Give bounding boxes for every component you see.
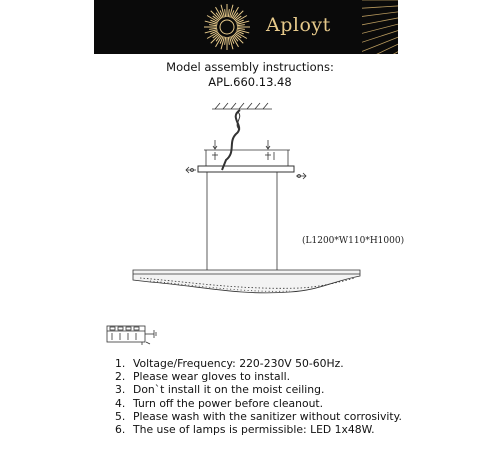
list-item <box>115 397 402 410</box>
lamp-body <box>133 270 360 293</box>
list-text: Please wear gloves to install. <box>133 370 290 384</box>
list-item <box>115 423 402 436</box>
canopy <box>198 150 294 172</box>
instructions-title: Model assembly instructions: <box>166 60 334 74</box>
list-text: Don`t install it on the moist ceiling. <box>133 383 325 397</box>
list-number: 3. <box>115 383 126 397</box>
ceiling-hatch-icon <box>212 103 272 109</box>
list-text: The use of lamps is permissible: LED 1x48W. <box>133 423 375 437</box>
power-cord <box>222 110 240 170</box>
list-item <box>115 410 402 423</box>
list-number: 2. <box>115 370 126 384</box>
list-text: Turn off the power before cleanout. <box>133 396 324 410</box>
list-text: Please wash with the sanitizer without corrosivity. <box>133 409 402 423</box>
list-number: 6. <box>115 423 126 437</box>
list-number: 4. <box>115 396 126 410</box>
list-text: Voltage/Frequency: 220-230V 50-60Hz. <box>133 357 344 370</box>
dimensions-label: (L1200*W110*H1000) <box>302 236 405 246</box>
list-item <box>115 357 402 370</box>
instructions-list <box>115 357 402 436</box>
arrow-icon <box>186 167 306 179</box>
model-number: APL.660.13.48 <box>208 75 292 89</box>
list-item <box>115 370 402 383</box>
brand-name: Aployt <box>266 14 331 36</box>
wiring-terminal-icon <box>106 323 166 345</box>
list-number: 5. <box>115 409 126 423</box>
list-item <box>115 383 402 396</box>
list-number: 1. <box>115 357 126 370</box>
